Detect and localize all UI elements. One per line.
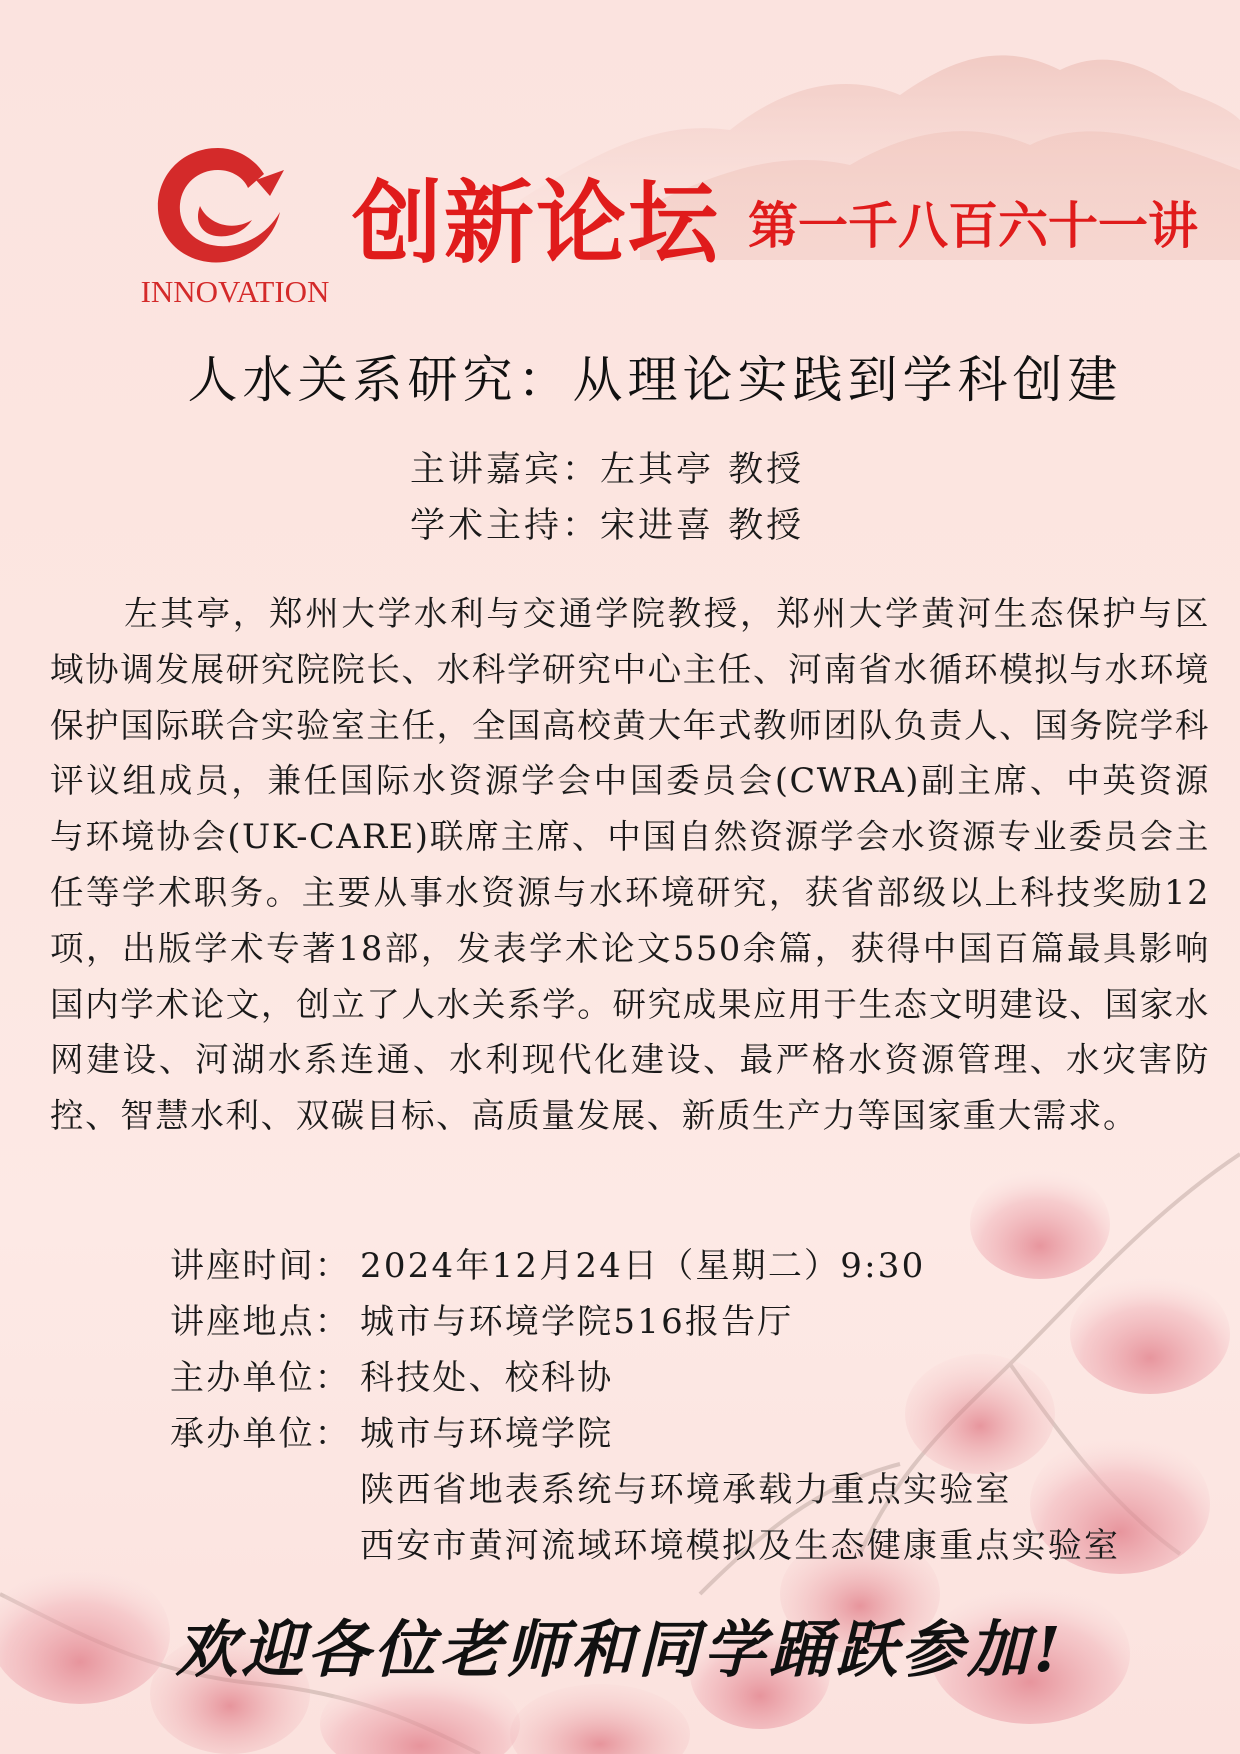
info-organizer [170,1406,1190,1462]
organizer-value: 陕西省地表系统与环境承载力重点实验室 [360,1470,1012,1510]
welcome-slogan: 欢迎各位老师和同学踊跃参加! [175,1613,1065,1686]
info-organizer [170,1462,1190,1518]
logo-text: INNOVATION [140,274,330,309]
organizer-label-spacer [170,1518,360,1574]
speaker-bio: 左其亭，郑州大学水利与交通学院教授，郑州大学黄河生态保护与区域协调发展研究院院长、水科学研究中心主任、河南省水循环模拟与水环境保护国际联合实验室主任，全国高校黄大年式教师团队负责人、国务院学科评议组成员，兼任国际水资源学会中国委员会(CWRA)副主席、中英资源与环境协会(UK-CARE)联席主席、中国自然资源学会水资源专业委员会主任等学术职务。主要从事水资源与水环境研究，获省部级以上科技奖励12项，出版学术专著18部，发表学术论文550余篇，获得中国百篇最具影响国内学术论文，创立了人水关系学。研究成果应用于生态文明建设、国家水网建设、河湖水系连通、水利现代化建设、最严格水资源管理、水灾害防控、智慧水利、双碳目标、高质量发展、新质生产力等国家重大需求。 [50,594,1210,1136]
main-speaker: 主讲嘉宾：左其亭 教授 [410,450,805,490]
innovation-logo [120,140,350,315]
organizer-value: 城市与环境学院 [360,1414,614,1454]
organizer-label-spacer [170,1462,360,1518]
organizer-label: 承办单位： [170,1414,351,1454]
place-label: 讲座地点： [170,1302,351,1342]
lecture-number: 第一千八百六十一讲 [748,197,1198,255]
forum-title: 创新论坛 [352,171,720,276]
lecture-info [170,1238,1190,1574]
logo-swirl-icon [148,140,288,270]
place-value: 城市与环境学院516报告厅 [360,1302,794,1342]
info-place [170,1294,1190,1350]
lecture-title: 人水关系研究：从理论实践到学科创建 [187,351,1123,409]
host-label: 主办单位： [170,1358,351,1398]
organizer-value: 西安市黄河流域环境模拟及生态健康重点实验室 [360,1526,1121,1566]
info-time [170,1238,1190,1294]
academic-host: 学术主持：宋进喜 教授 [410,506,805,546]
host-value: 科技处、校科协 [360,1358,614,1398]
time-value: 2024年12月24日（星期二）9:30 [360,1246,926,1286]
time-label: 讲座时间： [170,1246,351,1286]
info-organizer [170,1518,1190,1574]
info-host [170,1350,1190,1406]
